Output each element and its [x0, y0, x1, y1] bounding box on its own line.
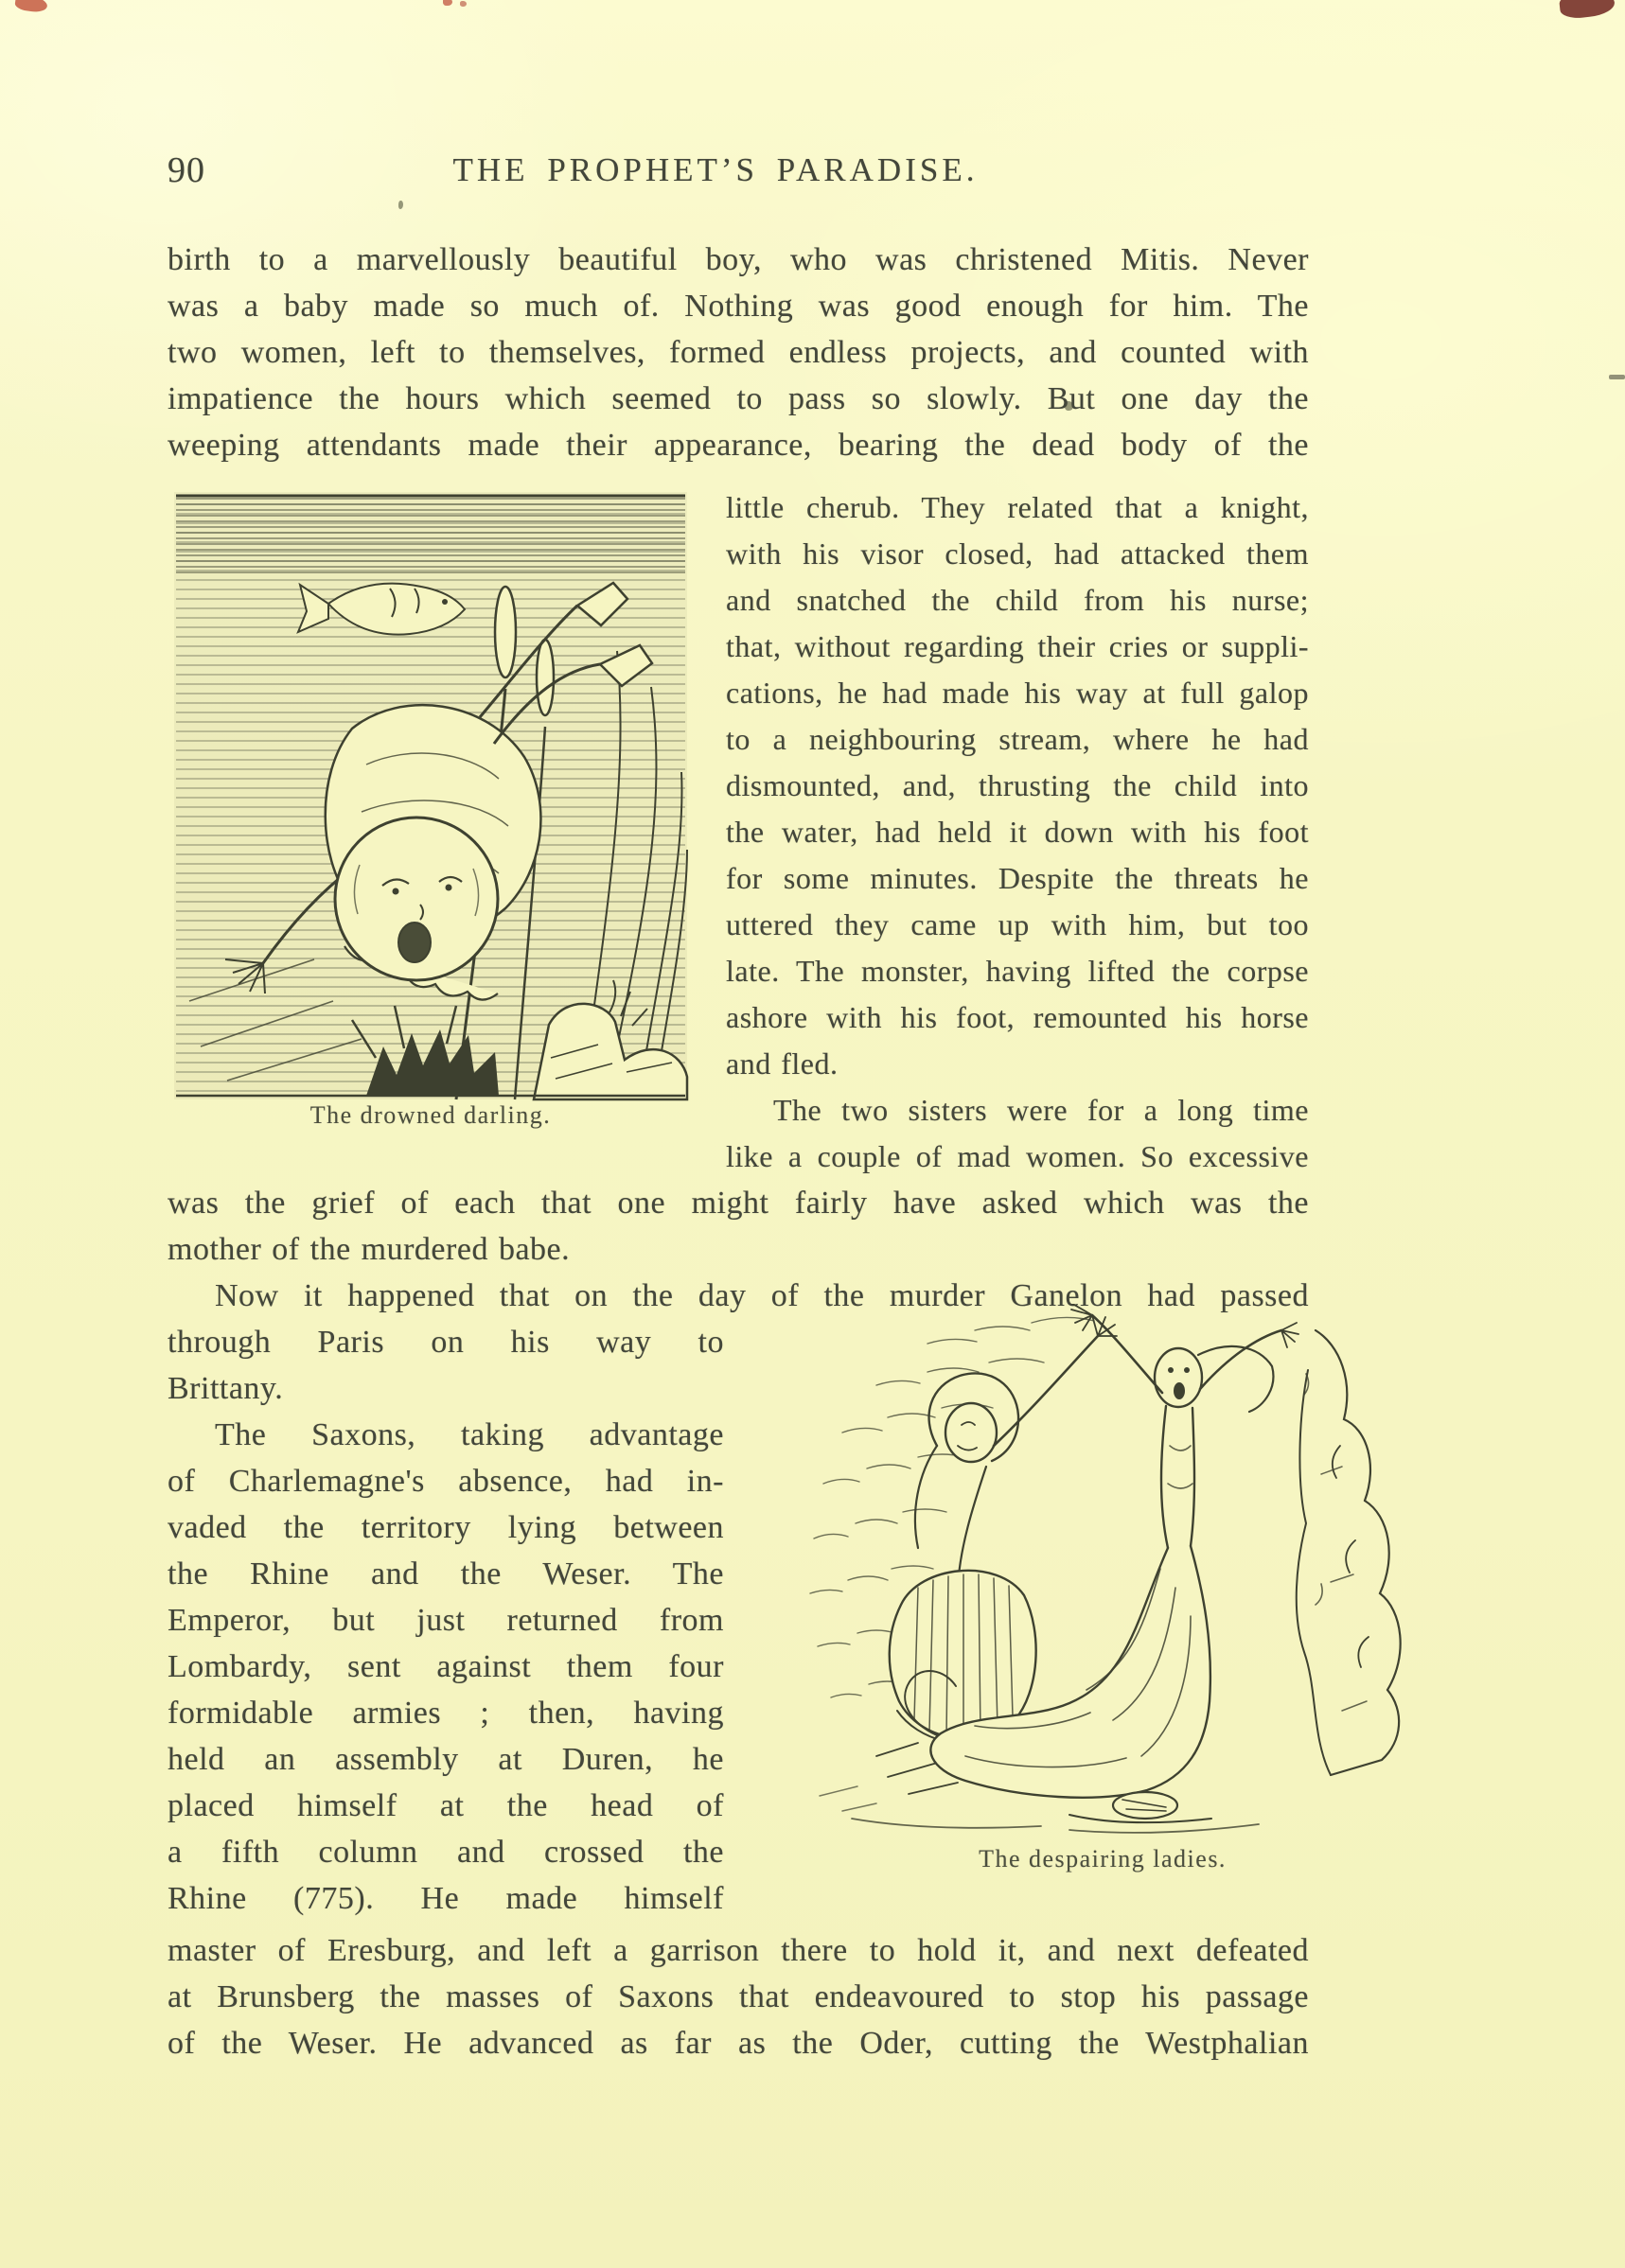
- text-line: cations, he had made his way at full galop: [726, 676, 1309, 710]
- text-line: late. The monster, having lifted the corpse: [726, 954, 1309, 988]
- text-line: little cherub. They related that a knight,: [726, 490, 1309, 524]
- text-line: Brittany.: [168, 1371, 284, 1406]
- scan-stain-top-right: [1559, 0, 1616, 20]
- text-line: dismounted, and, thrusting the child into: [726, 768, 1309, 802]
- text-line: the water, had held it down with his foot: [726, 815, 1309, 849]
- text-line: of Charlemagne's absence, had in-: [168, 1464, 724, 1499]
- drowned-darling-illustration: [172, 490, 689, 1101]
- text-line: a fifth column and crossed the: [168, 1835, 724, 1870]
- text-line: held an assembly at Duren, he: [168, 1742, 724, 1777]
- despairing-ladies-illustration: [786, 1304, 1420, 1847]
- text-line: placed himself at the head of: [168, 1788, 724, 1823]
- figure1-caption: The drowned darling.: [309, 1101, 552, 1129]
- text-line: the Rhine and the Weser. The: [168, 1556, 724, 1591]
- scan-stain-top-dot2: [460, 1, 467, 7]
- text-line: was the grief of each that one might fairly have asked which was the: [168, 1186, 1309, 1221]
- scan-stain-top-left: [14, 0, 48, 13]
- text-line: to a neighbouring stream, where he had: [726, 722, 1309, 756]
- text-line: vaded the territory lying between: [168, 1510, 724, 1545]
- text-line: at Brunsberg the masses of Saxons that endeavoured to stop his passage: [168, 1979, 1309, 2014]
- text-line: for some minutes. Despite the threats he: [726, 861, 1309, 895]
- text-line: through Paris on his way to: [168, 1325, 724, 1360]
- text-line: master of Eresburg, and left a garrison there to hold it, and next defeated: [168, 1933, 1309, 1968]
- text-line: and snatched the child from his nurse;: [726, 583, 1309, 617]
- text-line: was a baby made so much of. Nothing was good enough for him. The: [168, 289, 1309, 324]
- text-line: birth to a marvellously beautiful boy, who was christened Mitis. Never: [168, 242, 1309, 277]
- text-line: mother of the murdered babe.: [168, 1232, 571, 1267]
- text-line: impatience the hours which seemed to pass so slowly. But one day the: [168, 381, 1309, 416]
- paragraph-2: [168, 1180, 1309, 1273]
- figure2-caption: The despairing ladies.: [979, 1845, 1227, 1872]
- page-number: 90: [168, 150, 205, 190]
- scan-stain-top-dot1: [443, 0, 452, 6]
- text-line: The two sisters were for a long time: [773, 1093, 1309, 1127]
- text-line: Now it happened that on the day of the murder Ganelon had passed: [215, 1278, 1309, 1313]
- engraving-despairing-ladies: [786, 1304, 1420, 1847]
- engraving-drowned-darling: [172, 490, 689, 1101]
- text-line: weeping attendants made their appearance, bearing the dead body of the: [168, 428, 1309, 463]
- text-line: Rhine (775). He made himself: [168, 1881, 724, 1916]
- paragraph-1: [168, 237, 1309, 468]
- text-line: and fled.: [726, 1046, 839, 1081]
- running-title: THE PROPHET’S PARADISE.: [452, 151, 979, 188]
- column-left-of-figure2: [168, 1319, 724, 1922]
- text-line: formidable armies ; then, having: [168, 1696, 724, 1731]
- text-line: uttered they came up with him, but too: [726, 907, 1309, 941]
- column-right-of-figure1: [726, 484, 1309, 1180]
- text-line: of the Weser. He advanced as far as the Oder, cutting the Westphalian: [168, 2026, 1309, 2061]
- text-line: Lombardy, sent against them four: [168, 1649, 724, 1684]
- text-line: that, without regarding their cries or suppli-: [726, 629, 1309, 663]
- text-line: ashore with his foot, remounted his horse: [726, 1000, 1309, 1034]
- scan-mark-right-edge: [1609, 375, 1625, 379]
- text-line: The Saxons, taking advantage: [215, 1417, 724, 1452]
- text-line: two women, left to themselves, formed endless projects, and counted with: [168, 335, 1309, 370]
- text-line: with his visor closed, had attacked them: [726, 536, 1309, 571]
- text-line: Emperor, but just returned from: [168, 1603, 724, 1638]
- text-line: like a couple of mad women. So excessive: [726, 1139, 1309, 1173]
- paragraph-4: [168, 1927, 1309, 2066]
- ink-speck-below-title: [398, 201, 403, 209]
